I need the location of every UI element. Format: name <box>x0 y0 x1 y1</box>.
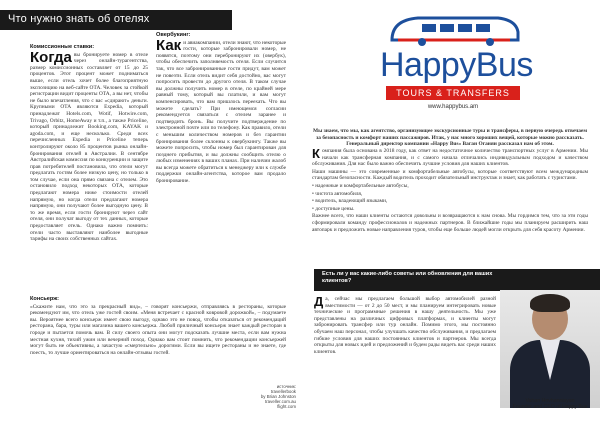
answer-text: а, сейчас мы предлагаем большой выбор автомобилей разной вместимости — от 2 до 50 мест, и мы планируем интегрировать новые технические и программные решения в нашу деятельность. Мы уже представлены на различных цифровых платформах, и клиенты могут забронировать трансфер или тур онлайн. Помимо этого, мы постоянно обучаем наш персонал, чтобы улучшать качество обслуживания, и предлагаем гибкие условия для наших постоянных клиентов и партнеров. Мы всегда открыты для новых идей и предложений и будем рады видеть вас среди наших клиентов. <box>314 296 496 355</box>
caption-role: Founder and CEO of Happy Bus <box>512 404 588 410</box>
brand-name: HappyBus <box>380 46 533 84</box>
list-item: • доступные цены. <box>312 205 355 212</box>
brand-tagline: TOURS & TRANSFERS <box>396 88 510 98</box>
text-commission: вы бронируете номер в отеле через онлайн-турагентства, размер комиссионных составляет от 15 до 25 процентов. Этот процент может подниматься выше, если отель хочет более благоприятную экспозицию на веб-сайте ОТА. Человек за стойкой регистрации видит проценты ОТА, а вы нет, чтобы не было впечатления, что с вас «сдирают» деньги. Крупными ОТА являются Expedia, который принадлежат Hotels.com, Wotif, Hotwire.com, Trivago, Orbitz, HomeAway и т.п., а также Priceline, который принадлежит Booking.com, KAYAK и agoda.com, и еще несколько. Среди всех перечисленных Expedia и Priceline теперь контролируют около 85 процентов рынка онлайн-бронирования отелей в Австралии. В сентябре Австралийская комиссия по конкуренции и защите прав потребителей постановила, что отели могут предлагать гостям более низкую цену, но только в том случае, если она прямо связана с отелем. Это остановило подход некоторых ОТА, которые предлагают номера ниже стоимости отелей напрямую, но когда отели предлагают номера напрямую, они получают более выгодную цену. В то же время, если гости бронируют через сайт отеля, они получат выгоду от тех данных, которые предоставляет отель. Однако важно помнить: отели часто выставляют наиболее выгодные тарифы на своих собственных сайтах. <box>30 51 148 243</box>
signature-line: travellerbook <box>270 389 296 394</box>
dropcap-interview: К <box>312 146 320 161</box>
signature-line: by Brian Johnston <box>260 394 296 399</box>
source-signature <box>256 384 296 409</box>
signature-line: flight.com <box>277 404 296 409</box>
caption-name: Vahan Hovhannisyan <box>525 398 575 404</box>
right-page <box>300 0 600 424</box>
question-title: Есть ли у вас какие-либо советы или обновления для ваших клиентов? <box>322 271 493 284</box>
section-title-concierge: Консьерж: <box>30 296 60 302</box>
signature-line: traveller.com.au <box>265 399 296 404</box>
dropcap-commission: Когда <box>30 48 72 66</box>
interview-body <box>312 148 588 234</box>
brand-logo-area <box>300 0 600 116</box>
interview-paragraph: Важнее всего, что наши клиенты остаются довольны и возвращаются к нам снова. Мы гордимся тем, что за эти годы сформировали команду профессионалов и надежных партнеров. В ближайшие годы мы планируем расширить наш автопарк и предложить новые направления туров, чтобы еще больше людей могли открыть для себя красоту Армении. <box>312 213 588 233</box>
brand-url[interactable]: www.happybus.am <box>427 104 479 110</box>
interview-paragraph: Компания была основана в 2018 году, как ответ на недостаточное количество транспортных услуг в Армении. Мы начали как трансферная компания, и с самого начала отличались индивидуальным подходом и качеством обслуживания. Для нас было важно обеспечить лучшие условия для наших клиентов. <box>312 146 588 168</box>
signature-line: источник: <box>276 384 296 389</box>
column-overbooking <box>156 32 286 185</box>
section-title-overbooking: Овербукинг: <box>156 32 191 38</box>
list-item: • чистота автомобиля, <box>312 190 363 197</box>
dropcap-overbooking: Как <box>156 36 182 54</box>
portrait-hair-shape <box>530 294 570 312</box>
column-commission <box>30 44 148 243</box>
list-item: • водитель, владеющий языками, <box>312 198 388 205</box>
section-concierge <box>30 296 286 356</box>
list-item: • надежные и комфортабельные автобусы, <box>312 182 409 189</box>
bus-logo-icon <box>378 10 526 50</box>
text-concierge: «Скажите нам, что это за прекрасный вид», – говорят консьержи, отправляясь в рестораны, которые рекомендуют им, что отель уже гостей своим. «Меня встречает с красной ковровой дорожкой», – подумаете вы. Вероятнее всего консьерж имеет свою выгоду, однако это не повод, чтобы отказаться от рекомендаций ресторана, бара, туры или магазина вашего консьержа. Любой приличный консьерж знает каждый ресторан в городе и пытается помочь вам. В силу своего опыта они могут подсказать лучшие места, если вам нужна местная кухня, тихий ужин или вечерний поход. Однако вам стоит помнить, что рекомендации консьержей могут быть не объективны, а зачастую «смертельно» дорогими. Если вы ищете рестораны и не знаете, где поесть, то лучше ориентироваться на онлайн-отзывы гостей. <box>30 303 286 356</box>
ceo-portrait <box>500 290 600 408</box>
interview-paragraph: Наши машины — это современные и комфортабельные автобусы, которые соответствуют всем международным стандартам безопасности. Каждый водитель проходит обязательный инструктаж и знает, как работать с туристами. <box>312 168 588 182</box>
interview-intro: Мы знаем, что мы, как агентство, организующее экскурсионные туры и трансферы, в первую очередь отвечаем за безопасность и комфорт наших пассажиров. Итак, у нас много хороших вещей, которые можно рассказать. Генеральный директор компании «Happy Bus» Ваган Оганян рассказал нам об этом. <box>313 128 587 148</box>
section-title-commission: Комиссионные ставки: <box>30 44 95 50</box>
portrait-caption <box>500 398 600 410</box>
answer-body <box>314 296 496 355</box>
text-overbooking: и авиакомпании, отели знают, что некоторые гости, которые забронировали номер, не появятся, поэтому они перебронируют их (овербук), чтобы обеспечить заполняемость отеля. Если случится так, что все забронированные гости придут, вам может не повезти. Если отель видит себя достойно, вас могут попросить провести до другого отеля. В таком случае вы должны получить номер в отеле, по крайней мере равный тому, который вы платили, и вам могут компенсировать, что вам пришлось переехать. Что вы можете сделать? При имеющемся согласии рекомендуется связаться с отелем заранее и подтвердить бронь. Вы получите подтверждение по электронной почте или по телефону. Как правило, отели с меньшим количеством номеров и без гарантии бронирования более склонны к овербукингу. Также вы можете попросить, чтобы номер был гарантирован для позднего прибытия, и вы должны сообщить отелю о любых изменениях в ваших планах. При наличии жалоб вы всегда можете обратиться к менеджеру или к службе поддержки онлайн-агентства, которое вам продало бронирование. <box>156 39 286 185</box>
page-title: Что нужно знать об отелях <box>8 13 150 25</box>
dropcap-answer: Д <box>314 294 324 309</box>
